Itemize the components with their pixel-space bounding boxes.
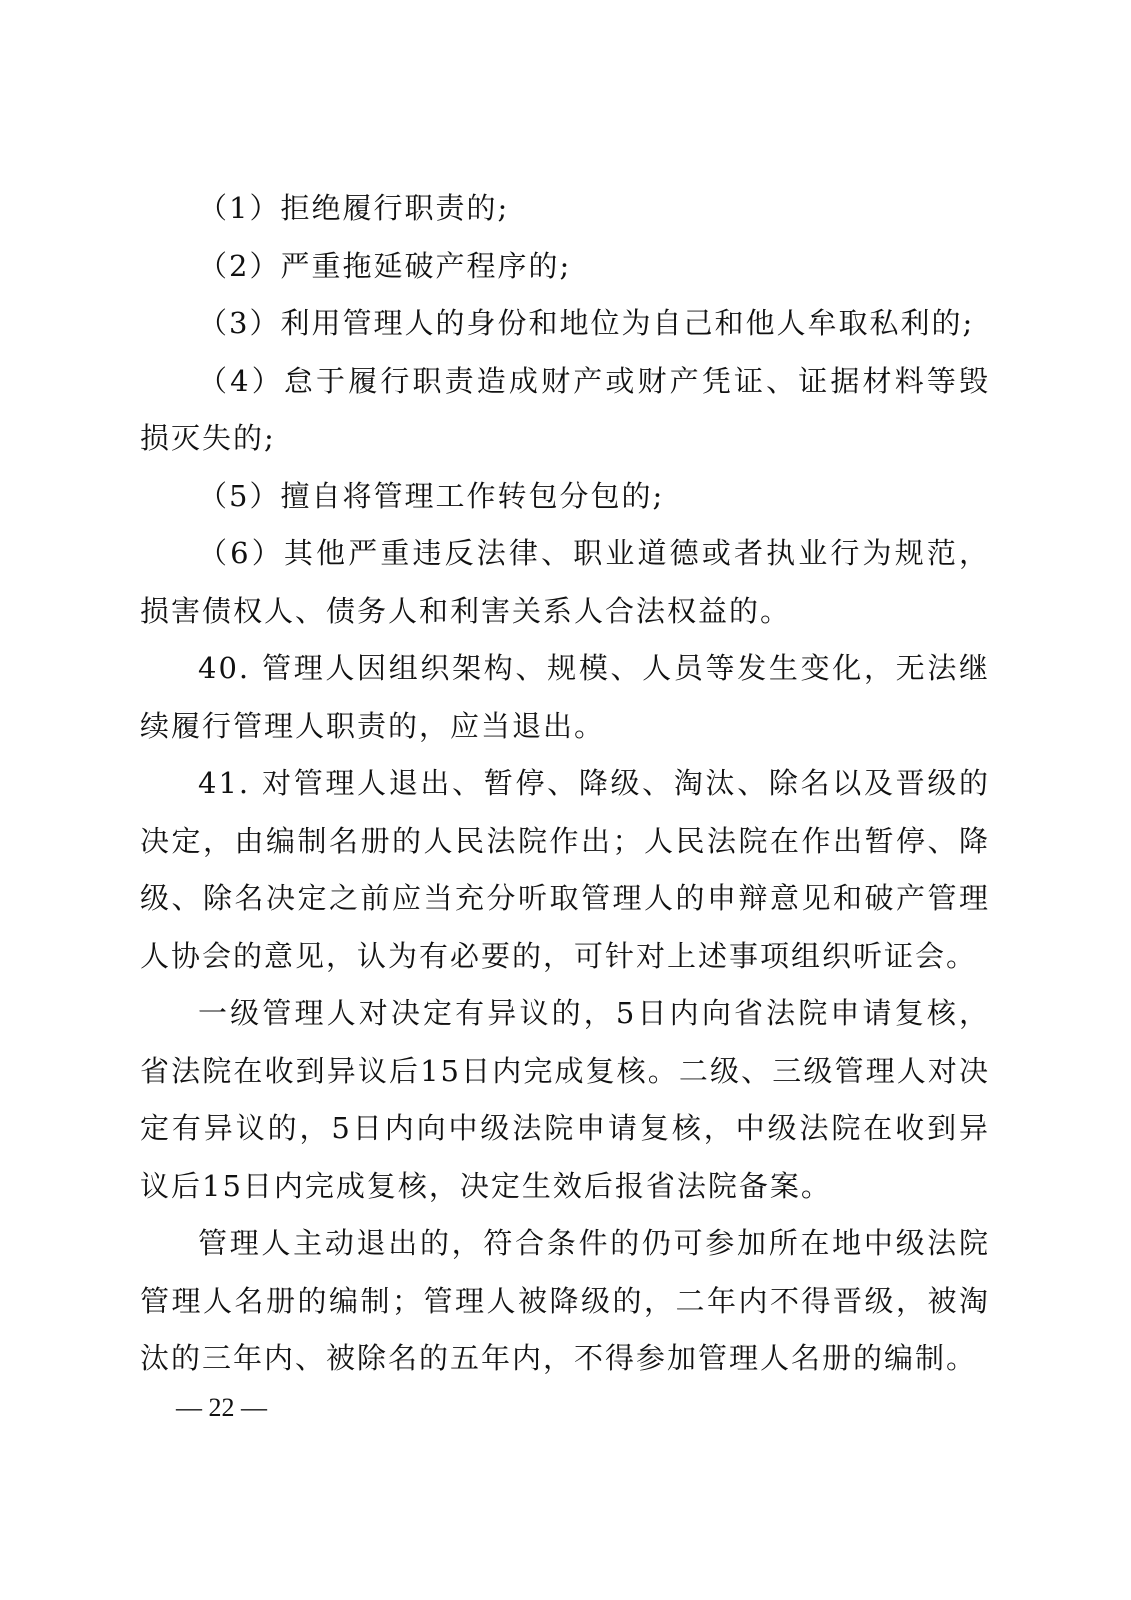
list-item-6: （6）其他严重违反法律、职业道德或者执业行为规范，损害债权人、债务人和利害关系人合法权益的。 xyxy=(140,536,990,628)
withdrawal-rules-paragraph: 管理人主动退出的，符合条件的仍可参加所在地中级法院管理人名册的编制；管理人被降级的，二年内不得晋级，被淘汰的三年内、被除名的五年内，不得参加管理人名册的编制。 xyxy=(140,1226,990,1375)
document-body xyxy=(140,180,990,1388)
list-item-5: （5）擅自将管理工作转包分包的; xyxy=(198,478,665,513)
clause-40: 40. 管理人因组织架构、规模、人员等发生变化，无法继续履行管理人职责的，应当退出。 xyxy=(140,651,990,743)
clause-41: 41. 对管理人退出、暂停、降级、淘汰、除名以及晋级的决定，由编制名册的人民法院作出；人民法院在作出暂停、降级、除名决定之前应当充分听取管理人的申辩意见和破产管理人协会的意见，认为有必要的，可针对上述事项组织听证会。 xyxy=(140,766,990,973)
page-number: — 22 — xyxy=(176,1393,267,1422)
list-item-4: （4）怠于履行职责造成财产或财产凭证、证据材料等毁损灭失的; xyxy=(140,363,990,455)
list-item-2: （2）严重拖延破产程序的; xyxy=(198,248,572,283)
review-objection-paragraph: 一级管理人对决定有异议的，5日内向省法院申请复核，省法院在收到异议后15日内完成复核。二级、三级管理人对决定有异议的，5日内向中级法院申请复核，中级法院在收到异议后15日内完成复核，决定生效后报省法院备案。 xyxy=(140,996,990,1203)
list-item-3: （3）利用管理人的身份和地位为自己和他人牟取私利的; xyxy=(198,306,975,340)
list-item-1: （1）拒绝履行职责的; xyxy=(198,191,510,225)
